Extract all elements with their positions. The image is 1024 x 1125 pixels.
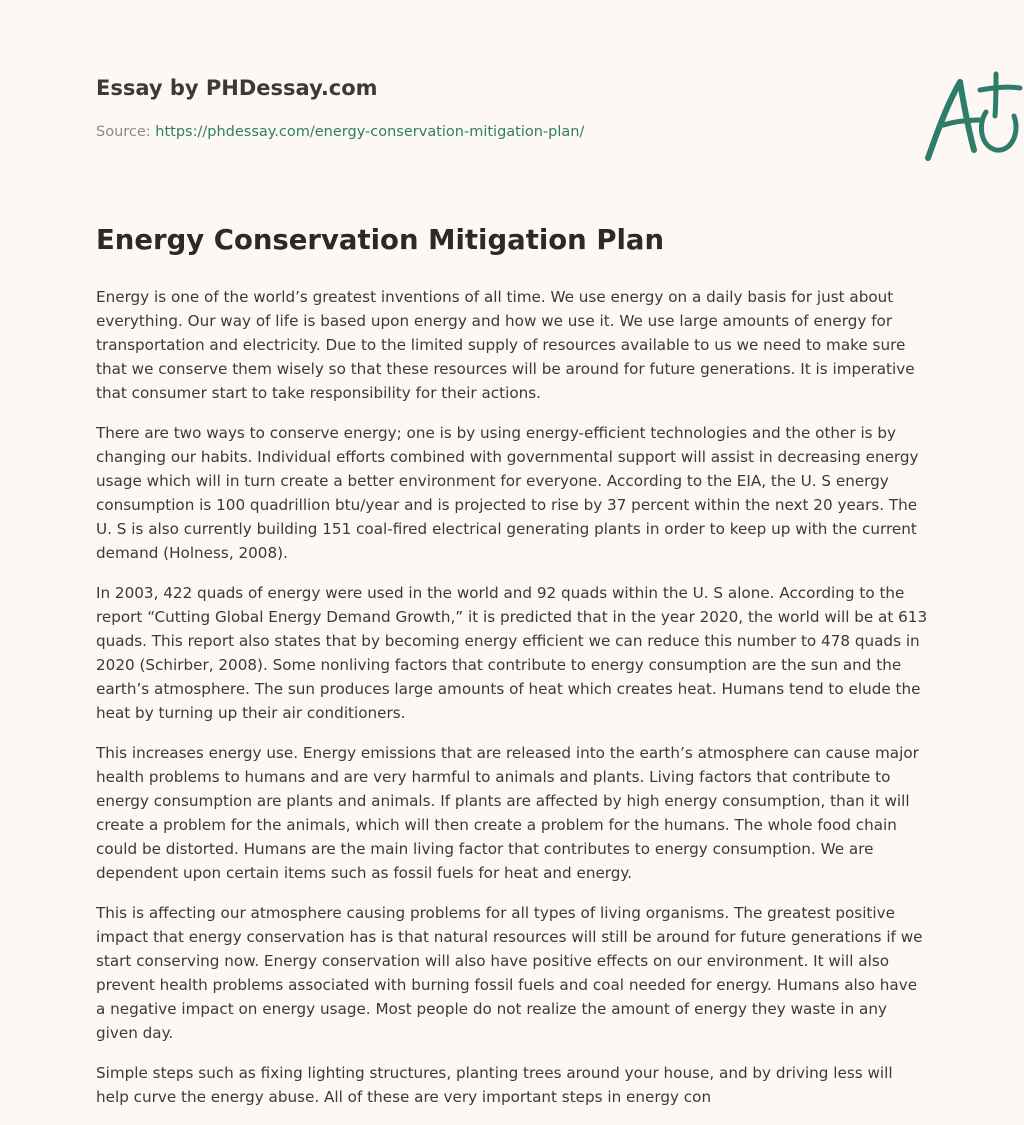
paragraph: Simple steps such as fixing lighting structures, planting trees around your house, and by driving less will help curve the energy abuse. All of these are very important steps in energy con <box>96 1064 893 1106</box>
paragraph: This is affecting our atmosphere causing problems for all types of living organisms. The greatest positive impact that energy conservation has is that natural resources will still be around for future generations if we start conserving now. Energy conservation will also have positive effects on our environment. It will also prevent health problems associated with burning fossil fuels and coal needed for energy. Humans also have a negative impact on energy usage. Most people do not realize the amount of energy they waste in any given day. <box>96 904 923 1042</box>
a-plus-logo-icon <box>916 66 1024 166</box>
paragraph: There are two ways to conserve energy; one is by using energy-efficient technologies and the other is by changing our habits. Individual efforts combined with governmental support will assist in decreasing energy usage which will in turn create a better environment for everyone. According to the EIA, the U. S energy consumption is 100 quadrillion btu/year and is projected to rise by 37 percent within the next 20 years. The U. S is also currently building 151 coal-fired electrical generating plants in order to keep up with the current demand (Holness, 2008). <box>96 424 919 562</box>
source-line <box>96 124 584 140</box>
paragraph: This increases energy use. Energy emissions that are released into the earth’s atmosphere can cause major health problems to humans and are very harmful to animals and plants. Living factors that contribute to energy consumption are plants and animals. If plants are affected by high energy consumption, than it will create a problem for the animals, which will then create a problem for the humans. The whole food chain could be distorted. Humans are the main living factor that contributes to energy consumption. We are dependent upon certain items such as fossil fuels for heat and energy. <box>96 744 919 882</box>
essay-body <box>96 285 930 1125</box>
paragraph: Energy is one of the world’s greatest inventions of all time. We use energy on a daily basis for just about everything. Our way of life is based upon energy and how we use it. We use large amounts of energy for transportation and electricity. Due to the limited supply of resources available to us we need to make sure that we conserve them wisely so that these resources will be around for future generations. It is imperative that consumer start to take responsibility for their actions. <box>96 288 915 402</box>
paragraph: In 2003, 422 quads of energy were used in the world and 92 quads within the U. S alone. According to the report “Cutting Global Energy Demand Growth,” it is predicted that in the year 2020, the world will be at 613 quads. This report also states that by becoming energy efficient we can reduce this number to 478 quads in 2020 (Schirber, 2008). Some nonliving factors that contribute to energy consumption are the sun and the earth’s atmosphere. The sun produces large amounts of heat which creates heat. Humans tend to elude the heat by turning up their air conditioners. <box>96 584 928 722</box>
source-link[interactable]: https://phdessay.com/energy-conservation-mitigation-plan/ <box>155 124 585 140</box>
essay-title: Energy Conservation Mitigation Plan <box>96 224 665 256</box>
source-label: Source: <box>96 124 151 140</box>
site-title: Essay by PHDessay.com <box>96 76 378 100</box>
